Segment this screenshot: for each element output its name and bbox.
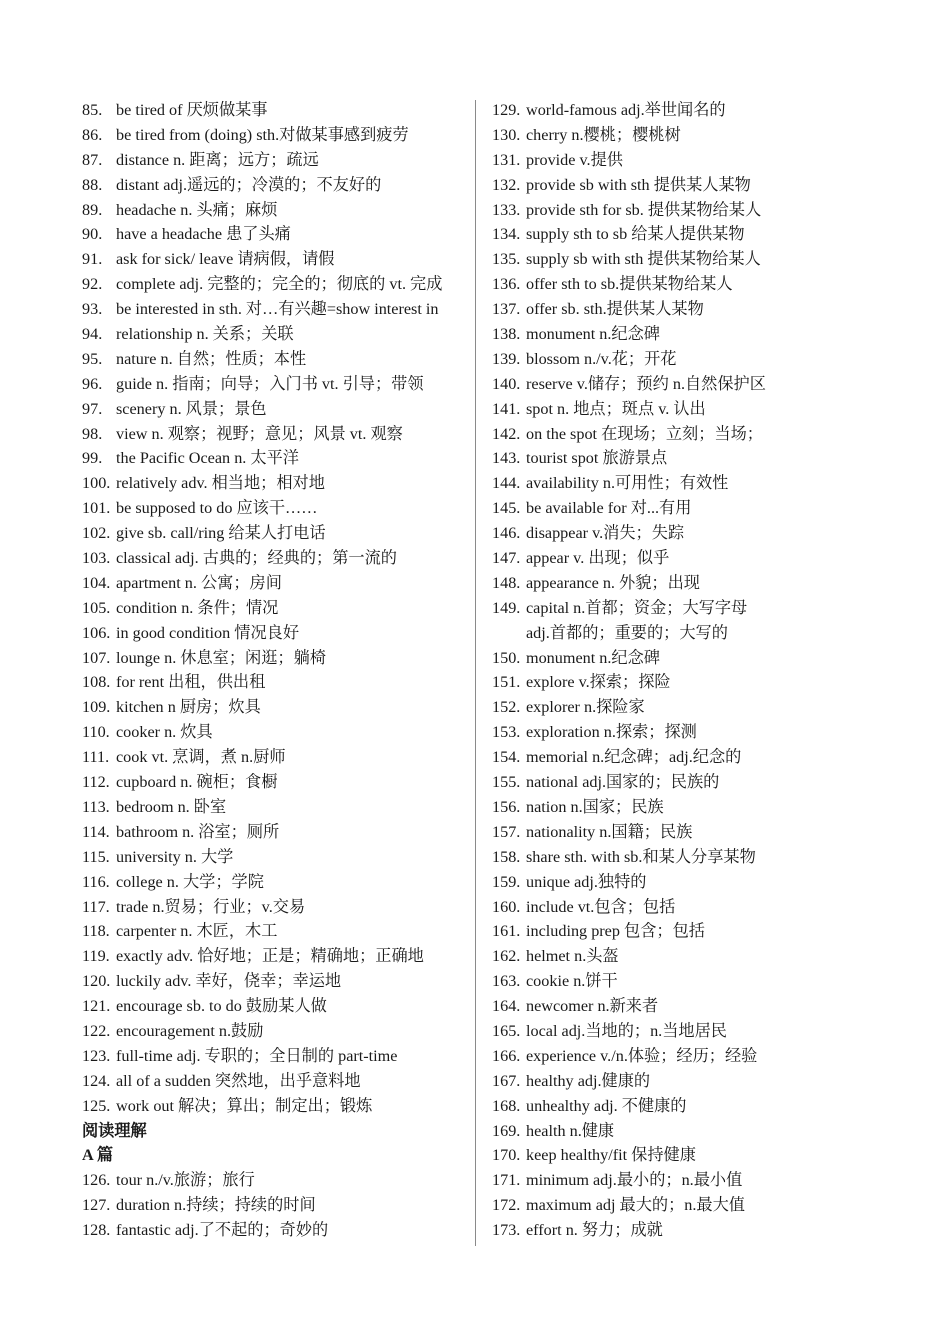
entry-number: 170. [492, 1146, 521, 1165]
vocab-entry [82, 496, 492, 521]
entry-text: world-famous adj.举世闻名的 [526, 101, 726, 119]
entry-text: memorial n.纪念碑；adj.纪念的 [526, 748, 742, 767]
vocab-entry [492, 969, 902, 994]
entry-text: guide n. 指南；向导；入门书 vt. 引导；带领 [116, 374, 424, 393]
entry-number: 137. [492, 300, 521, 319]
entry-number: 91. [82, 250, 103, 269]
entry-text: headache n. 头痛；麻烦 [116, 200, 278, 219]
entry-number: 157. [492, 822, 521, 841]
entry-text: health n.健康 [526, 1121, 615, 1140]
vocab-entry [82, 895, 492, 920]
entry-number: 108. [82, 673, 111, 692]
entry-number: 171. [492, 1171, 521, 1190]
vocab-entry [82, 695, 492, 720]
vocab-entry [492, 446, 902, 471]
entry-text: national adj.国家的；民族的 [526, 773, 720, 792]
entry-number: 112. [82, 773, 110, 792]
vocab-entry [492, 1094, 902, 1119]
entry-number: 143. [492, 449, 521, 468]
entry-number: 95. [82, 349, 103, 368]
entry-text: share sth. with sb.和某人分享某物 [526, 847, 756, 866]
entry-number: 107. [82, 648, 111, 667]
section-heading: 阅读理解 [82, 1121, 147, 1140]
vocab-entry [82, 1193, 492, 1218]
entry-text: explorer n.探险家 [526, 698, 645, 717]
entry-text: have a headache 患了头痛 [116, 225, 291, 244]
vocab-entry [82, 596, 492, 621]
vocab-entry [82, 546, 492, 571]
vocab-entry [492, 820, 902, 845]
entry-text: include vt.包含；包括 [526, 897, 676, 916]
entry-text: distance n. 距离；远方；疏远 [116, 150, 319, 169]
vocab-entry [492, 845, 902, 870]
vocab-entry [492, 870, 902, 895]
entry-number: 129. [492, 101, 521, 119]
entry-text: bedroom n. 卧室 [116, 797, 227, 816]
entry-text: including prep 包含；包括 [526, 922, 705, 941]
vocab-entry [492, 695, 902, 720]
vocab-entry [82, 372, 492, 397]
entry-text: tourist spot 旅游景点 [526, 449, 668, 468]
entry-text: provide v.提供 [526, 150, 623, 169]
entry-number: 89. [82, 200, 103, 219]
entry-text: offer sb. sth.提供某人某物 [526, 300, 704, 319]
vocab-entry [492, 322, 902, 347]
entry-number: 142. [492, 424, 521, 443]
vocab-entry [82, 471, 492, 496]
entry-number: 144. [492, 474, 521, 493]
sub-heading: A 篇 [82, 1146, 114, 1165]
entry-number: 99. [82, 449, 103, 468]
entry-text: cherry n.樱桃；樱桃树 [526, 125, 681, 144]
right-entries-after-list [492, 646, 902, 1243]
entry-number: 136. [492, 275, 521, 294]
entry-text: be supposed to do 应该干…… [116, 499, 318, 518]
entry-number: 126. [82, 1171, 111, 1190]
vocab-entry [82, 297, 492, 322]
vocab-entry [82, 944, 492, 969]
vocab-entry [492, 1168, 902, 1193]
entry-text: tour n./v.旅游；旅行 [116, 1171, 255, 1190]
vocab-entry [492, 471, 902, 496]
entry-number: 154. [492, 748, 521, 767]
vocab-entry [82, 571, 492, 596]
vocab-entry [82, 222, 492, 247]
entry-number: 105. [82, 598, 111, 617]
entry-text: on the spot 在现场；立刻；当场； [526, 424, 763, 443]
entry-text: give sb. call/ring 给某人打电话 [116, 524, 326, 543]
vocab-entry [82, 994, 492, 1019]
entry-number: 87. [82, 150, 103, 169]
entry-text: reserve v.储存；预约 n.自然保护区 [526, 374, 766, 393]
vocab-entry [82, 720, 492, 745]
entry-text: carpenter n. 木匠，木工 [116, 922, 278, 941]
vocab-entry [492, 397, 902, 422]
vocab-entry [82, 1168, 492, 1193]
entry-number: 138. [492, 325, 521, 344]
entry-text: unhealthy adj. 不健康的 [526, 1096, 687, 1115]
vocab-entry [82, 646, 492, 671]
entry-text: cupboard n. 碗柜；食橱 [116, 773, 278, 792]
vocab-entry [492, 571, 902, 596]
entry-text: unique adj.独特的 [526, 872, 647, 891]
entry-text: exactly adv. 恰好地；正是；精确地；正确地 [116, 947, 424, 966]
entry-text: effort n. 努力；成就 [526, 1221, 663, 1240]
entry-text: trade n.贸易；行业；v.交易 [116, 897, 306, 916]
entry-text: for rent 出租，供出租 [116, 673, 266, 692]
entry-number: 113. [82, 797, 110, 816]
entry-number: 122. [82, 1021, 111, 1040]
entry-text: ask for sick/ leave 请病假，请假 [116, 250, 335, 269]
entry-text: availability n.可用性；有效性 [526, 474, 729, 493]
entry-number: 128. [82, 1221, 111, 1240]
entry-text: duration n.持续；持续的时间 [116, 1196, 316, 1215]
entry-text: the Pacific Ocean n. 太平洋 [116, 449, 299, 468]
entry-number: 149. [492, 598, 521, 617]
entry-number: 118. [82, 922, 110, 941]
entry-text: be tired from (doing) sth.对做某事感到疲劳 [116, 125, 409, 144]
entry-text: appearance n. 外貌；出现 [526, 573, 700, 592]
entry-number: 145. [492, 499, 521, 518]
entry-text: work out 解决；算出；制定出；锻炼 [116, 1096, 373, 1115]
entry-number: 96. [82, 374, 103, 393]
entry-text: monument n.纪念碑 [526, 648, 660, 667]
left-entries-after-list [82, 1168, 492, 1243]
entry-number: 147. [492, 549, 521, 568]
vocab-entry [82, 919, 492, 944]
entry-number: 167. [492, 1071, 521, 1090]
entry-number: 148. [492, 573, 521, 592]
entry-text: condition n. 条件；情况 [116, 598, 279, 617]
entry-text: provide sth for sb. 提供某物给某人 [526, 200, 762, 219]
entry-number: 168. [492, 1096, 521, 1115]
entry-number: 173. [492, 1221, 521, 1240]
column-divider [475, 100, 476, 1246]
entry-number: 139. [492, 349, 521, 368]
vocab-entry [492, 1044, 902, 1069]
entry-number: 120. [82, 972, 111, 991]
vocab-entry [82, 621, 492, 646]
entry-number: 106. [82, 623, 111, 642]
vocab-entry [492, 670, 902, 695]
vocab-entry [82, 820, 492, 845]
entry-number: 115. [82, 847, 110, 866]
entry-text: local adj.当地的；n.当地居民 [526, 1021, 727, 1040]
entry-number: 152. [492, 698, 521, 717]
entry-number: 88. [82, 175, 103, 194]
vocab-entry [492, 123, 902, 148]
entry-number: 155. [492, 773, 521, 792]
vocab-entry [492, 98, 902, 123]
entry-text: be tired of 厌烦做某事 [116, 101, 268, 119]
entry-number: 172. [492, 1196, 521, 1215]
entry-text: appear v. 出现；似乎 [526, 549, 670, 568]
vocab-entry [82, 347, 492, 372]
entry-number: 127. [82, 1196, 111, 1215]
vocab-entry [492, 148, 902, 173]
entry-text: relationship n. 关系；关联 [116, 325, 294, 344]
entry-number: 130. [492, 125, 521, 144]
vocab-entry [82, 1069, 492, 1094]
entry-number: 98. [82, 424, 103, 443]
vocab-entry [492, 422, 902, 447]
vocab-entry [492, 546, 902, 571]
entry-number: 133. [492, 200, 521, 219]
entry-text: exploration n.探索；探测 [526, 723, 697, 742]
vocab-entry [492, 745, 902, 770]
entry-number: 109. [82, 698, 111, 717]
vocab-entry [492, 646, 902, 671]
vocab-entry [492, 895, 902, 920]
entry-number: 85. [82, 101, 103, 119]
entry-number: 146. [492, 524, 521, 543]
right-entries-list [492, 98, 902, 621]
entry-number: 86. [82, 125, 103, 144]
entry-text: monument n.纪念碑 [526, 325, 660, 344]
entry-number: 156. [492, 797, 521, 816]
entry-number: 114. [82, 822, 110, 841]
vocab-entry [492, 770, 902, 795]
entry-text: college n. 大学；学院 [116, 872, 264, 891]
entry-text: be interested in sth. 对…有兴趣=show interest in [116, 300, 439, 319]
entry-number: 110. [82, 723, 110, 742]
entry-number: 94. [82, 325, 103, 344]
entry-number: 92. [82, 275, 103, 294]
entry-number: 166. [492, 1046, 521, 1065]
entry-number: 125. [82, 1096, 111, 1115]
entry-number: 158. [492, 847, 521, 866]
vocab-entry [82, 1019, 492, 1044]
vocab-entry [492, 347, 902, 372]
entry-text: offer sth to sb.提供某物给某人 [526, 275, 733, 294]
entry-number: 140. [492, 374, 521, 393]
entry-number: 135. [492, 250, 521, 269]
entry-number: 160. [492, 897, 521, 916]
vocab-entry [492, 1218, 902, 1243]
entry-text: cookie n.饼干 [526, 972, 618, 991]
entry-number: 123. [82, 1046, 111, 1065]
entry-text: cooker n. 炊具 [116, 723, 213, 742]
vocab-entry [492, 994, 902, 1019]
vocab-entry [492, 1119, 902, 1144]
vocab-entry [82, 148, 492, 173]
vocab-entry [492, 173, 902, 198]
entry-number: 102. [82, 524, 111, 543]
entry-number: 119. [82, 947, 110, 966]
vocab-entry [492, 596, 902, 621]
vocab-entry [82, 98, 492, 123]
vocab-entry [82, 870, 492, 895]
entry-text: keep healthy/fit 保持健康 [526, 1146, 696, 1165]
vocab-entry [82, 1094, 492, 1119]
vocab-entry [492, 247, 902, 272]
entry-text: cook vt. 烹调，煮 n.厨师 [116, 748, 286, 767]
entry-text: explore v.探索；探险 [526, 673, 671, 692]
entry-text: supply sb with sth 提供某物给某人 [526, 250, 761, 269]
entry-text: scenery n. 风景；景色 [116, 399, 267, 418]
entry-number: 141. [492, 399, 521, 418]
vocab-entry [82, 247, 492, 272]
vocab-entry [492, 222, 902, 247]
entry-text: helmet n.头盔 [526, 947, 619, 966]
vocab-entry [82, 770, 492, 795]
entry-text: lounge n. 休息室；闲逛；躺椅 [116, 648, 326, 667]
entry-number: 104. [82, 573, 111, 592]
left-entries-list [82, 98, 492, 1119]
vocab-entry [82, 422, 492, 447]
entry-number: 163. [492, 972, 521, 991]
entry-text: all of a sudden 突然地，出乎意料地 [116, 1071, 361, 1090]
entry-number: 153. [492, 723, 521, 742]
vocab-entry [82, 845, 492, 870]
entry-text: blossom n./v.花；开花 [526, 349, 677, 368]
vocab-entry [82, 969, 492, 994]
vocab-entry [492, 919, 902, 944]
vocab-entry [82, 1044, 492, 1069]
entry-text: capital n.首都；资金；大写字母 [526, 598, 748, 617]
entry-text: nature n. 自然；性质；本性 [116, 349, 307, 368]
vocab-entry [492, 272, 902, 297]
entry-number: 100. [82, 474, 111, 493]
entry-text: encouragement n.鼓励 [116, 1021, 264, 1040]
entry-number: 111. [82, 748, 110, 767]
entry-number: 165. [492, 1021, 521, 1040]
entry-text: provide sb with sth 提供某人某物 [526, 175, 751, 194]
vocab-entry [492, 1069, 902, 1094]
entry-number: 97. [82, 399, 103, 418]
entry-text: bathroom n. 浴室；厕所 [116, 822, 280, 841]
entry-text: full-time adj. 专职的；全日制的 part-time [116, 1046, 398, 1065]
entry-text: supply sth to sb 给某人提供某物 [526, 225, 745, 244]
entry-number: 103. [82, 549, 111, 568]
entry-text: fantastic adj.了不起的；奇妙的 [116, 1221, 329, 1240]
entry-text: apartment n. 公寓；房间 [116, 573, 282, 592]
entry-number: 117. [82, 897, 110, 916]
entry-text: kitchen n 厨房；炊具 [116, 698, 261, 717]
entry-number: 151. [492, 673, 521, 692]
entry-text: maximum adj 最大的；n.最大值 [526, 1196, 745, 1215]
entry-text: nationality n.国籍；民族 [526, 822, 693, 841]
vocab-entry [492, 795, 902, 820]
entry-number: 169. [492, 1121, 521, 1140]
entry-text: experience v./n.体验；经历；经验 [526, 1046, 758, 1065]
left-column [82, 98, 492, 1243]
entry-number: 131. [492, 150, 521, 169]
vocab-entry [82, 272, 492, 297]
vocab-entry [82, 670, 492, 695]
vocab-entry [492, 1193, 902, 1218]
entry-text: complete adj. 完整的；完全的；彻底的 vt. 完成 [116, 275, 443, 294]
entry-text: in good condition 情况良好 [116, 623, 300, 642]
entry-text: university n. 大学 [116, 847, 234, 866]
entry-number: 90. [82, 225, 103, 244]
entry-number: 159. [492, 872, 521, 891]
entry-text: healthy adj.健康的 [526, 1071, 651, 1090]
vocab-entry [82, 1218, 492, 1243]
entry-number: 132. [492, 175, 521, 194]
entry-text: luckily adv. 幸好，侥幸；幸运地 [116, 972, 342, 991]
vocab-entry [492, 1143, 902, 1168]
vocab-entry [82, 198, 492, 223]
vocab-entry [82, 446, 492, 471]
vocab-entry [492, 521, 902, 546]
entry-number: 134. [492, 225, 521, 244]
entry-continuation: adj.首都的；重要的；大写的 [526, 623, 728, 642]
vocab-entry [82, 745, 492, 770]
entry-text: distant adj.遥远的；冷漠的；不友好的 [116, 175, 382, 194]
entry-text: encourage sb. to do 鼓励某人做 [116, 997, 327, 1016]
vocab-entry [82, 322, 492, 347]
entry-number: 150. [492, 648, 521, 667]
entry-text: spot n. 地点；斑点 v. 认出 [526, 399, 706, 418]
entry-number: 124. [82, 1071, 111, 1090]
right-column [492, 98, 902, 1243]
vocab-entry [492, 297, 902, 322]
entry-number: 161. [492, 922, 521, 941]
entry-text: be available for 对...有用 [526, 499, 692, 518]
vocab-entry [492, 1019, 902, 1044]
vocab-entry [492, 372, 902, 397]
entry-number: 116. [82, 872, 110, 891]
entry-text: classical adj. 古典的；经典的；第一流的 [116, 549, 397, 568]
vocab-entry [82, 123, 492, 148]
entry-text: nation n.国家；民族 [526, 797, 664, 816]
entry-text: view n. 观察；视野；意见；风景 vt. 观察 [116, 424, 403, 443]
entry-number: 93. [82, 300, 103, 319]
entry-text: relatively adv. 相当地；相对地 [116, 474, 325, 493]
vocab-entry [492, 720, 902, 745]
entry-text: disappear v.消失；失踪 [526, 524, 685, 543]
vocab-entry [82, 397, 492, 422]
entry-text: newcomer n.新来者 [526, 997, 659, 1016]
vocab-entry [492, 496, 902, 521]
vocab-entry [492, 198, 902, 223]
entry-number: 121. [82, 997, 111, 1016]
entry-number: 101. [82, 499, 111, 518]
entry-number: 164. [492, 997, 521, 1016]
vocab-entry [492, 944, 902, 969]
vocab-entry [82, 173, 492, 198]
vocab-entry [82, 521, 492, 546]
entry-text: minimum adj.最小的；n.最小值 [526, 1171, 743, 1190]
entry-number: 162. [492, 947, 521, 966]
vocab-entry [82, 795, 492, 820]
